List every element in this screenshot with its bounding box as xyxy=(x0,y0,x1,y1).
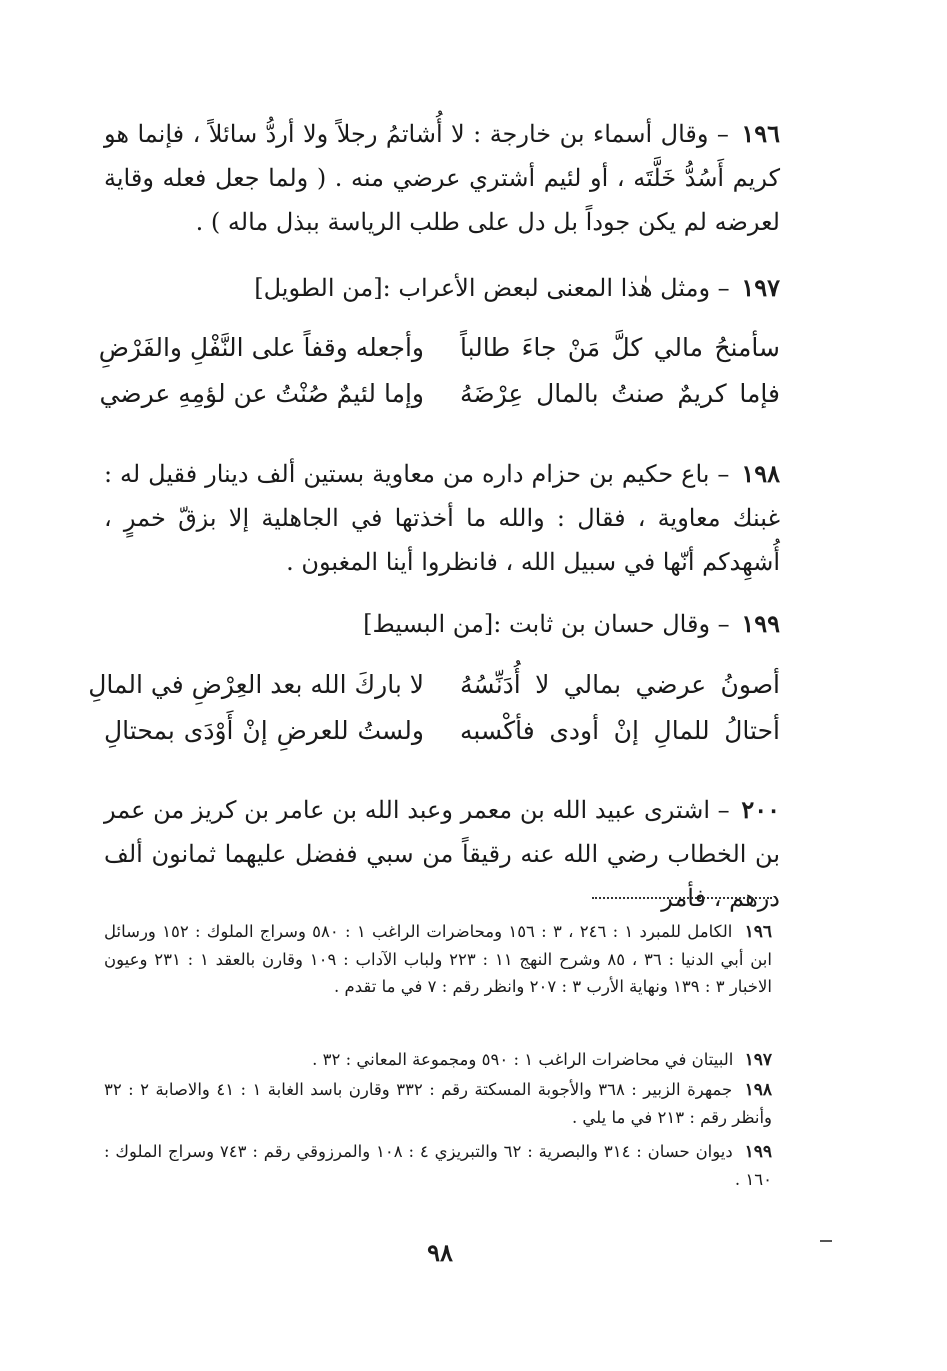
footnote-text: الكامل للمبرد ١ : ٢٤٦ ، ٣ : ١٥٦ ومحاضرات الراغب ١ : ٥٨٠ وسراج الملوك : ١٥٢ ورسائل ابن أبي الدنيا : ٣٦ ، ٨٥ وشرح النهج ١١ : ٢٢٣ ولباب الآداب : ١٠٩ وقارن بالعقد ١ : ٢٣١ وعيون الاخبار ٣ : ١٣٩ ونهاية الأرب ٣ : ٢٠٧ وانظر رقم : ٧ في ما تقدم . xyxy=(104,922,772,996)
verse-line xyxy=(88,662,780,708)
entry-198 xyxy=(104,452,780,584)
entry-199-poem xyxy=(88,662,780,754)
entry-text: – باع حكيم بن حزام داره من معاوية بستين ألف دينار فقيل له : غبنك معاوية ، فقال : والله ما أخذتها في الجاهلية إلا بزقّ خمرٍ ، أُشهِدكم أنّها في سبيل الله ، فانظروا أينا المغبون . xyxy=(104,460,780,576)
entry-197-heading xyxy=(104,266,780,310)
entry-200 xyxy=(104,788,780,920)
entry-number: ١٩٧ xyxy=(741,273,780,302)
verse-line xyxy=(98,325,780,371)
entry-text: – ومثل هٰذا المعنى لبعض الأعراب :[من الطويل] xyxy=(254,274,730,302)
footnote-separator xyxy=(592,897,772,899)
footnote-number: ١٩٩ xyxy=(744,1142,772,1162)
scan-mark xyxy=(820,1240,832,1242)
entry-text: – وقال حسان بن ثابت :[من البسيط] xyxy=(363,610,730,638)
footnote-number: ١٩٧ xyxy=(744,1050,772,1070)
footnote-number: ١٩٨ xyxy=(744,1080,773,1100)
entry-number: ١٩٨ xyxy=(741,459,780,488)
footnote-198 xyxy=(104,1076,772,1131)
verse-second-hemistich: وإما لئيمٌ صُنْتُ عن لؤمِهِ عرضي xyxy=(99,379,424,408)
verse-second-hemistich: لا باركَ الله بعد العِرْضِ في المالِ xyxy=(88,670,424,699)
footnote-text: البيتان في محاضرات الراغب ١ : ٥٩٠ ومجموعة المعاني : ٣٢ . xyxy=(312,1050,734,1069)
footnote-197 xyxy=(104,1046,772,1074)
entry-number: ١٩٩ xyxy=(741,609,780,638)
page-number: ٩٨ xyxy=(427,1238,453,1267)
entry-text: – اشترى عبيد الله بن معمر وعبد الله بن عامر بن كريز من عمر بن الخطاب رضي الله عنه رقيقاً من سبي ففضل عليهما ثمانون ألف درهم ، فأمر xyxy=(104,796,780,912)
verse-first-hemistich: سأمنحُ مالي كلَّ مَنْ جاءَ طالباً xyxy=(460,333,780,362)
footnote-196 xyxy=(104,918,772,1000)
verse-first-hemistich: أحتالُ للمالِ إنْ أودى فأكْسبه xyxy=(460,716,780,745)
entry-199-heading xyxy=(104,602,780,646)
footnote-number: ١٩٦ xyxy=(744,922,772,942)
entry-text: – وقال أسماء بن خارجة : لا أُشاتمُ رجلاً ولا أردُّ سائلاً ، فإنما هو كريم أَسُدُّ خَلَّتَه ، أو لئيم أشتري عرضي منه . ( ولما جعل فعله وقاية لعرضه لم يكن جوداً بل دل على طلب الرياسة ببذل ماله ) . xyxy=(104,120,780,236)
verse-first-hemistich: أصونُ عرضي بمالي لا أُدَنِّسُهُ xyxy=(460,670,780,699)
footnote-text: ديوان حسان : ٣١٤ والبصرية : ٦٢ والتبريزي ٤ : ١٠٨ والمرزوقي رقم : ٧٤٣ وسراج الملوك : ١٦٠ . xyxy=(104,1142,772,1189)
verse-line xyxy=(99,371,780,417)
footnote-text: جمهرة الزبير : ٣٦٨ والأجوبة المسكتة رقم : ٣٣٢ وقارن باسد الغابة ١ : ٤١ والاصابة ٢ : ٣٢ وأنظر رقم : ٢١٣ في ما يلي . xyxy=(104,1080,772,1127)
entry-196 xyxy=(104,112,780,244)
verse-second-hemistich: ولستُ للعرضِ إنْ أَوْدَى بمحتالِ xyxy=(104,716,424,745)
verse-second-hemistich: وأجعله وقفاً على النَّفْلِ والفَرْضِ xyxy=(98,333,424,362)
entry-number: ٢٠٠ xyxy=(741,795,780,824)
entry-number: ١٩٦ xyxy=(741,119,780,148)
verse-first-hemistich: فإما كريمٌ صنتُ بالمال عِرْضَهُ xyxy=(460,379,780,408)
verse-line xyxy=(104,708,780,754)
footnote-199 xyxy=(104,1138,772,1193)
entry-197-poem xyxy=(98,325,780,417)
